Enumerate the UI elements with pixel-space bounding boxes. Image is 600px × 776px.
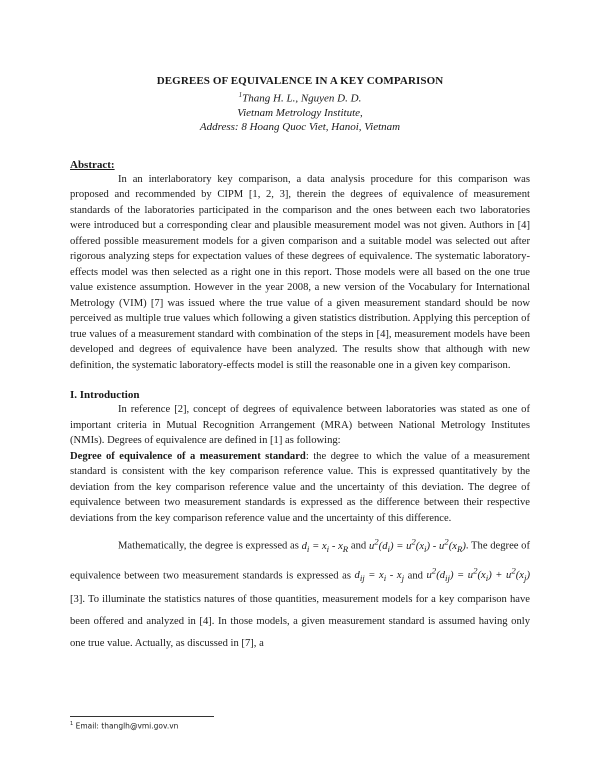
and-word-1: and — [350, 540, 367, 552]
abstract-heading: Abstract: — [70, 158, 115, 171]
paper-page — [70, 74, 530, 655]
paper-title: DEGREES OF EQUIVALENCE IN A KEY COMPARISON — [156, 75, 444, 87]
equation-dij: $d_{ij} = x_i - x_j$ — [354, 570, 405, 584]
math-paragraph — [70, 530, 530, 655]
definition-paragraph — [70, 449, 530, 527]
intro-paragraph: In reference [2], concept of degrees of equivalence between laboratories was stated as one of important criteria in Mutual Recognition Arrangement (MRA) between National Metrology Institutes (NMIs). Degrees of equivalence are defined in [1] as following: — [70, 404, 530, 447]
and-word-2: and — [407, 570, 423, 582]
math-ref-text: [3]. To illuminate the statistics natures of those quantities, measurement models for a key comparison have been offered and analyzed in [4]. In those models, a given measurement standard is assumed having only one true value. Actually, as discussed in [7], a — [70, 594, 530, 650]
equation-u2-di: $u^2(d_i) = u^2(x_i) - u^2(x_R)$ — [368, 536, 466, 554]
equation-u2-dij: $u^2(d_{ij}) = u^2(x_i) + u^2(x_j)$ — [426, 565, 530, 584]
footnote — [70, 721, 178, 731]
author-names: Thang H. L., Nguyen D. D. — [242, 92, 362, 105]
address: Address: 8 Hoang Quoc Viet, Hanoi, Vietnam — [199, 120, 401, 133]
footnote-mark: 1 — [70, 721, 74, 727]
definition-term: Degree of equivalence of a measurement standard — [70, 450, 306, 462]
section-heading-introduction: I. Introduction — [70, 389, 140, 402]
author-footnote-mark: 1 — [238, 91, 243, 99]
math-mid: . The degree of equivalence between two measurement standards is expressed as — [70, 540, 531, 582]
institute: Vietnam Metrology Institute, — [237, 106, 363, 119]
equation-di: $d_i = x_i - x_R$ — [301, 540, 349, 554]
math-intro: Mathematically, the degree is expressed as — [118, 540, 299, 552]
footnote-divider — [70, 716, 214, 717]
definition-text: : the degree to which the value of a measurement standard is consistent with the key comparison reference value. This is expressed quantitatively by the deviation from the key comparison reference value and the uncertainty of this deviation. The degree of equivalence between two measurement standards is expressed as the difference between their respective deviations from the key comparison reference value and the uncertainty of this difference. — [70, 450, 531, 524]
authors — [70, 88, 530, 106]
footnote-email: Email: thanglh@vmi.gov.vn — [75, 721, 179, 731]
abstract-text: In an interlaboratory key comparison, a data analysis procedure for this comparison was proposed and recommended by CIPM [1, 2, 3], therein the degrees of equivalence of measurement standards of the laboratories participated in the comparison and the ones between each two laboratories were introduced but a corresponding clear and plausible measurement model was not given. Authors in [4] offered possible measurement models for a given comparison and a suitable model was selected out after rigorous analyzing steps for expectation values of these degrees of equivalence. The systematic laboratory-effects model was then selected as a right one in this report. Those models were all based on the one true value existence assumption. However in the year 2008, a new version of the Vocabulary for International Metrology (VIM) [7] was issued where the true value of a given measurement standard should be now perceived as multiple true values which following a given statistics distribution. Applying this perception of true values of a measurement standard with combination of the steps in [4], measurement models have been developed and degrees of equivalence have been analyzed. The results show that although with new definition, the systematic laboratory-effects model is still the reasonable one in a given key comparison. — [70, 173, 530, 371]
